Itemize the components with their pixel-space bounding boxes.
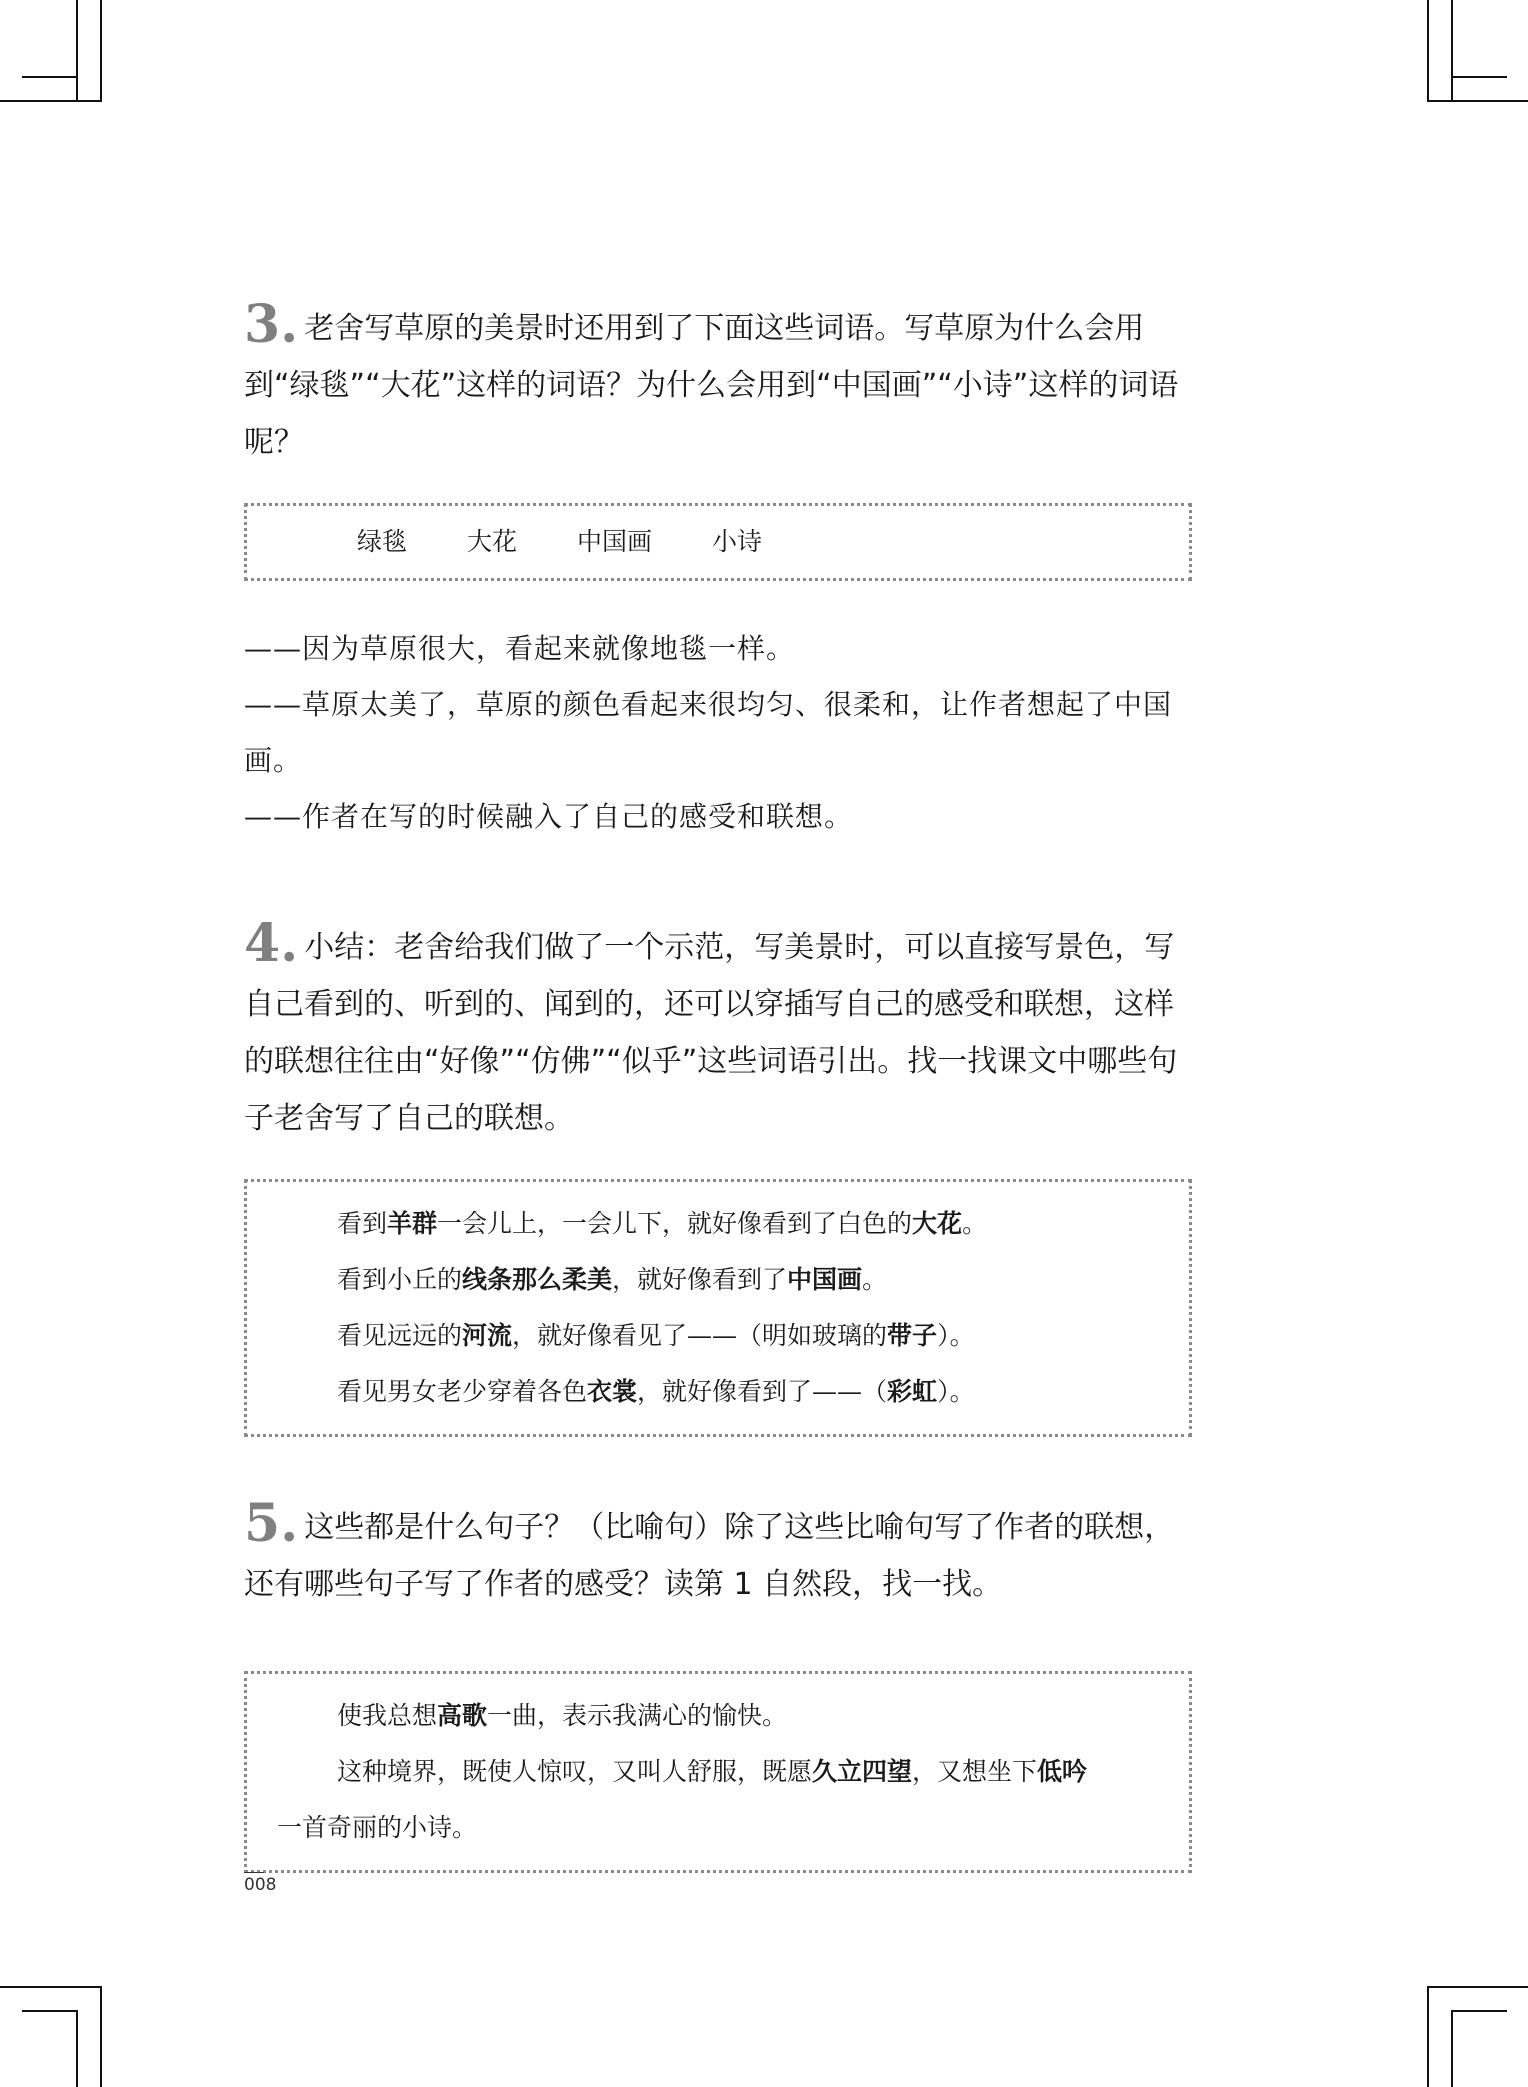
sentence-line: 看到羊群一会儿上，一会儿下，就好像看到了白色的大花。: [337, 1209, 988, 1238]
crop-mark: [22, 76, 78, 78]
sentence-line: 看见男女老少穿着各色衣裳，就好像看到了——（彩虹）。: [337, 1377, 975, 1406]
page-content: [244, 296, 1192, 1873]
crop-mark: [0, 100, 102, 102]
crop-mark: [1427, 0, 1429, 102]
question-text: 这些都是什么句子？（比喻句）除了这些比喻句写了作者的联想，还有哪些句子写了作者的感受？读第 1 自然段，找一找。: [244, 1510, 1175, 1602]
question-text: 老舍写草原的美景时还用到了下面这些词语。写草原为什么会用到“绿毯”“大花”这样的词语？为什么会用到“中国画”“小诗”这样的词语呢？: [244, 311, 1179, 460]
crop-mark: [1427, 100, 1528, 102]
crop-mark: [76, 0, 78, 100]
crop-mark: [100, 0, 102, 102]
crop-mark: [1427, 1986, 1429, 2087]
question-3: [244, 296, 1192, 471]
question-4: [244, 915, 1192, 1147]
crop-mark: [1451, 0, 1453, 100]
crop-mark: [1451, 2010, 1507, 2012]
crop-mark: [1451, 2010, 1453, 2087]
page-number-rule: [244, 1872, 264, 1873]
question-number: 4.: [244, 913, 299, 974]
word-box: [244, 503, 1192, 581]
crop-mark: [1451, 76, 1507, 78]
word-item: 大花: [467, 527, 518, 556]
question-number: 5.: [244, 1493, 299, 1554]
word-item: 绿毯: [357, 527, 408, 556]
crop-mark: [1427, 1986, 1528, 1988]
answer-item: ——因为草原很大，看起来就像地毯一样。: [244, 632, 796, 665]
question-5: [244, 1495, 1192, 1613]
crop-mark: [100, 1986, 102, 2087]
answer-item: ——作者在写的时候融入了自己的感受和联想。: [244, 800, 854, 833]
sentence-box: [244, 1179, 1192, 1437]
answer-item: ——草原太美了，草原的颜色看起来很均匀、很柔和，让作者想起了中国画。: [244, 688, 1173, 777]
page-number: 008: [244, 1875, 277, 1895]
sentence-line: 看到小丘的线条那么柔美，就好像看到了中国画。: [337, 1265, 888, 1294]
crop-mark: [22, 2010, 78, 2012]
crop-mark: [0, 1986, 102, 1988]
sentence-line: 看见远远的河流，就好像看见了——（明如玻璃的带子）。: [337, 1321, 975, 1350]
answer-list: [244, 621, 1192, 845]
question-number: 3.: [244, 294, 299, 355]
question-text: 小结：老舍给我们做了一个示范，写美景时，可以直接写景色，写自己看到的、听到的、闻到的，还可以穿插写自己的感受和联想，这样的联想往往由“好像”“仿佛”“似乎”这些词语引出。找一找课文中哪些句子老舍写了自己的联想。: [244, 930, 1178, 1136]
word-item: 小诗: [712, 527, 763, 556]
word-list: [307, 520, 1149, 564]
sentence-line: 这种境界，既使人惊叹，又叫人舒服，既愿久立四望，又想坐下低吟: [337, 1757, 1088, 1786]
crop-mark: [76, 2010, 78, 2087]
sentence-line: 使我总想高歌一曲，表示我满心的愉快。: [337, 1701, 788, 1730]
word-item: 中国画: [577, 527, 653, 556]
sentence-box: [244, 1671, 1192, 1873]
sentence-line: 一首奇丽的小诗。: [277, 1813, 478, 1842]
